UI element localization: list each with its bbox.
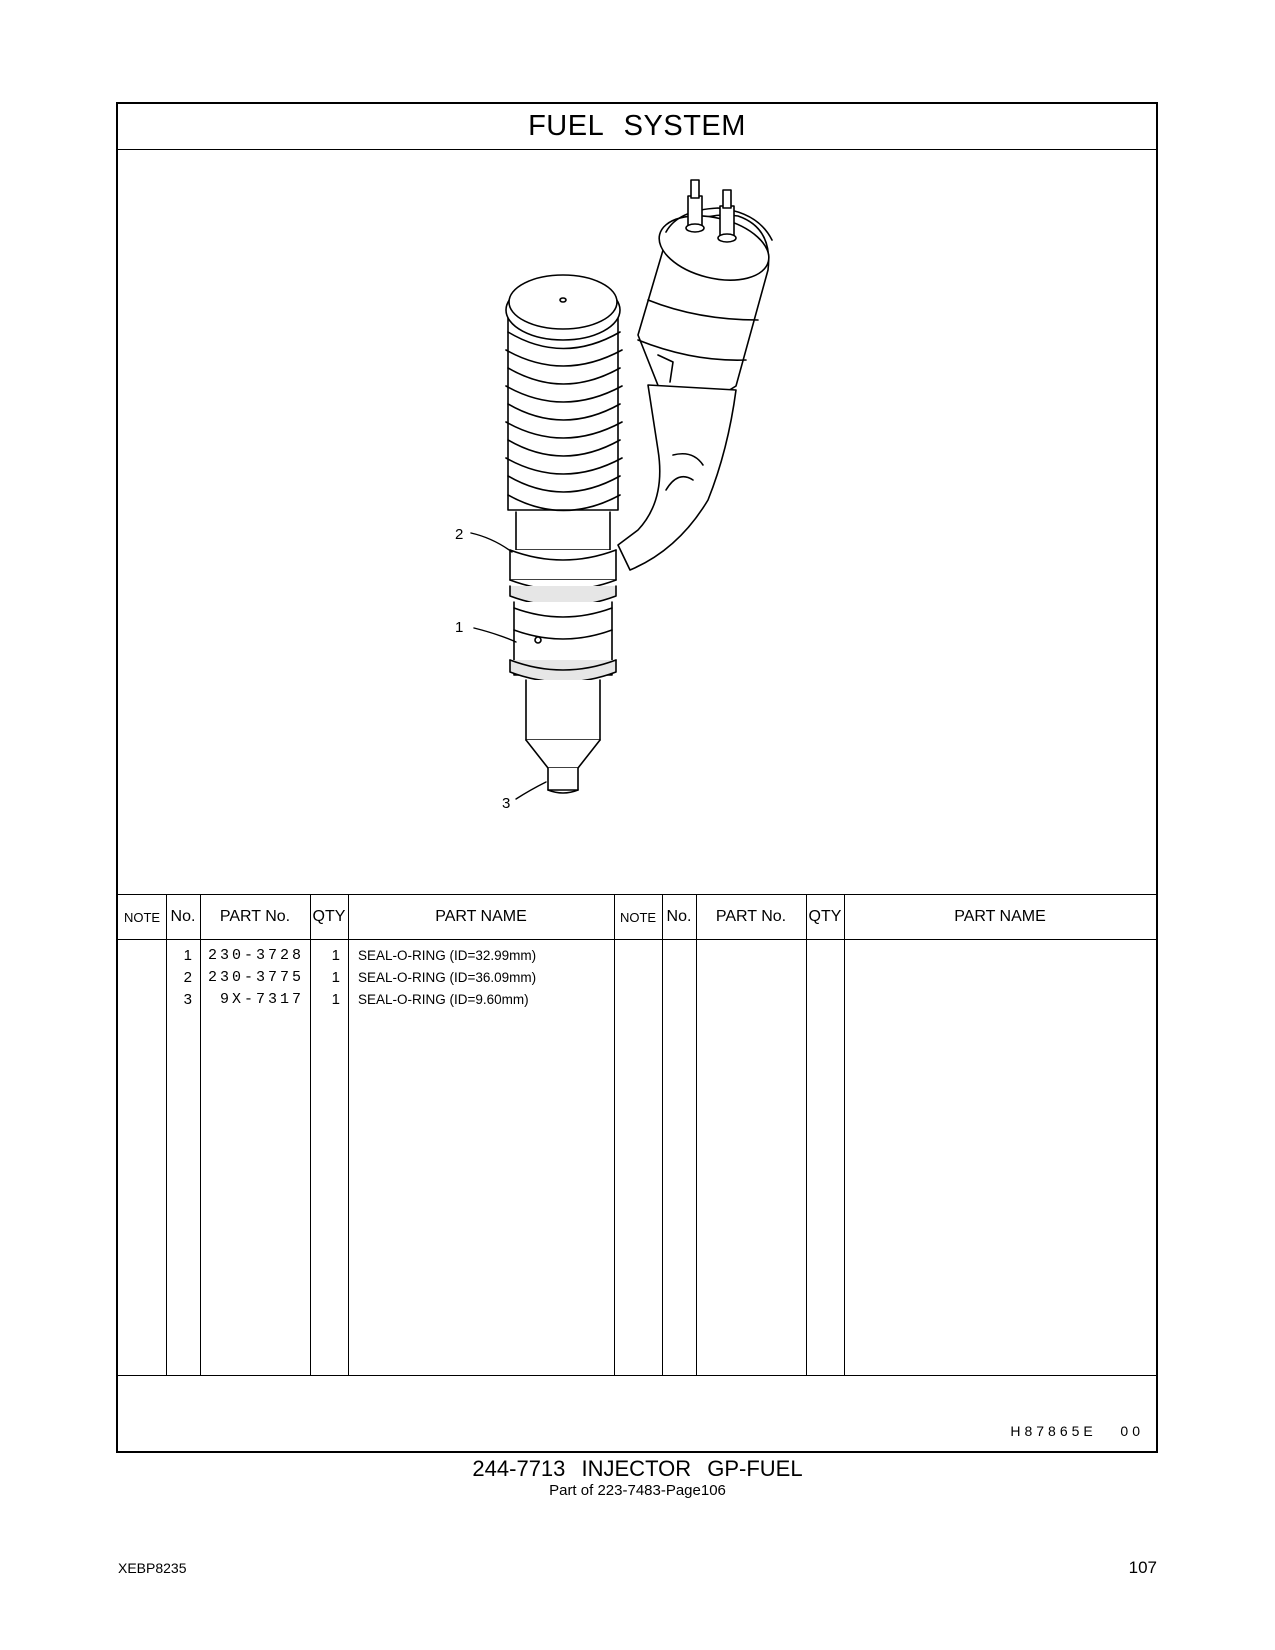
section-title-bar	[118, 104, 1156, 150]
row-qty: 1	[331, 969, 340, 986]
row-part-no: 230-3775	[207, 969, 304, 986]
row-no: 1	[183, 947, 192, 964]
spring-stack	[506, 275, 622, 511]
callout-3: 3	[502, 795, 511, 812]
row-part-name: SEAL-O-RING (ID=9.60mm)	[358, 992, 529, 1007]
header-qty-right: QTY	[808, 908, 842, 925]
header-part-name: PART NAME	[435, 908, 527, 925]
col-divider	[614, 895, 615, 1375]
header-qty: QTY	[312, 908, 346, 925]
row-part-name: SEAL-O-RING (ID=32.99mm)	[358, 948, 537, 963]
row-no: 3	[183, 991, 192, 1008]
illustration-code: H87865E 00	[1010, 1423, 1144, 1439]
row-no: 2	[183, 969, 192, 986]
solenoid-body	[638, 180, 776, 400]
col-divider	[844, 895, 845, 1375]
callout-2: 2	[455, 526, 464, 543]
col-divider	[348, 895, 349, 1375]
header-note: NOTE	[123, 909, 161, 925]
col-divider	[806, 895, 807, 1375]
row-qty: 1	[331, 991, 340, 1008]
header-divider	[118, 939, 1156, 940]
header-no: No.	[170, 908, 196, 925]
col-divider	[696, 895, 697, 1375]
parts-page-frame	[116, 102, 1158, 1453]
header-note-right: NOTE	[619, 909, 657, 925]
assembly-caption: 244-7713 INJECTOR GP-FUEL	[472, 1456, 803, 1481]
header-part-no: PART No.	[219, 908, 291, 925]
col-divider	[662, 895, 663, 1375]
header-part-no-right: PART No.	[715, 908, 787, 925]
row-part-no: 230-3728	[207, 947, 304, 964]
callout-1: 1	[455, 619, 464, 636]
row-part-no: 9X-7317	[219, 991, 304, 1008]
header-no-right: No.	[666, 908, 692, 925]
assembly-subcaption: Part of 223-7483-Page106	[549, 1482, 726, 1499]
section-title: FUEL SYSTEM	[528, 110, 746, 142]
injector-illustration	[118, 150, 1156, 894]
injector-lower-body	[510, 512, 616, 793]
injector-drawing-icon	[118, 150, 1156, 894]
document-code: XEBP8235	[118, 1560, 187, 1576]
header-part-name-right: PART NAME	[954, 908, 1046, 925]
injector-arm	[618, 385, 736, 570]
row-qty: 1	[331, 947, 340, 964]
parts-table	[118, 894, 1156, 1376]
page-number: 107	[1128, 1558, 1157, 1577]
row-part-name: SEAL-O-RING (ID=36.09mm)	[358, 970, 537, 985]
